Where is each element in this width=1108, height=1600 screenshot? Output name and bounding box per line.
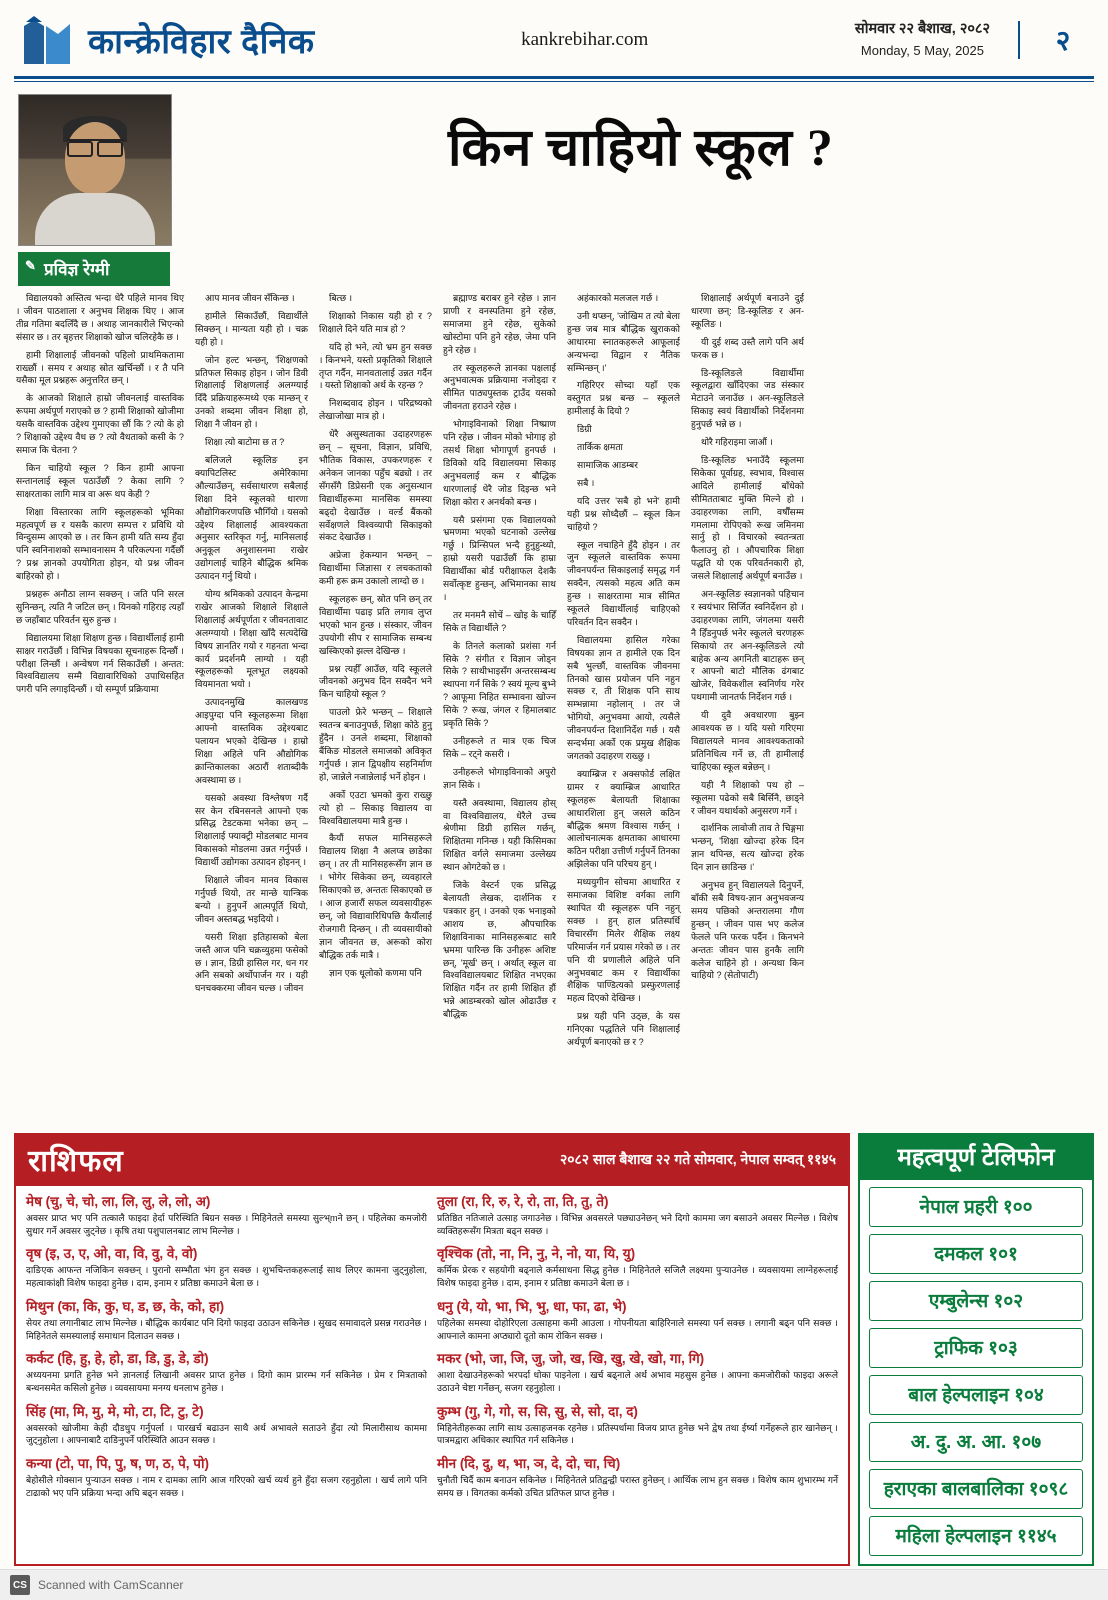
paragraph: धेरै असुस्थताका उदाहरणहरू छन् – सूचना, विज्ञान, प्रविधि, भौतिक विकास, उपकरणहरू र अनेकन जानका पहुँच बढ्यो । तर सँगसँगै डिप्रेसनी एक अनुसन्धान विद्यार्थीहरूमा मानसिक समस्या बढ्दो देखाउँछ । वर्ल्ड बैंकको सर्वेक्षणले विश्वव्यापी सिकाइको संकट देखाउँछ । [319, 429, 432, 543]
page-number: २ [1018, 21, 1090, 59]
horoscope-sign [437, 1454, 838, 1499]
paragraph: किन चाहियो स्कूल ? किन हामी आफ्ना सन्तानलाई स्कूल पठाउँछौं ? केका लागि ? साक्षरताका लागि मात्र वा अरू थप केही ? [16, 462, 184, 499]
masthead [0, 0, 1108, 74]
horoscope-sign-name: सिंह (मा, मि, मु, मे, मो, टा, टि, टु, टे) [26, 1403, 204, 1419]
article-column-2 [195, 292, 308, 1000]
paragraph: यदि हो भने, त्यो भ्रम हुन सक्छ । किनभने, यस्तो प्रकृतिको शिक्षाले तृप्त गर्दैन, मानवतालाई उन्नत गर्दैन । यस्तो शिक्षाको अर्थ के रहन्छ ? [319, 341, 432, 391]
scanner-text: Scanned with CamScanner [38, 1578, 184, 1592]
paragraph: विद्यालयमा शिक्षा शिक्षण हुन्छ । विद्यार्थीलाई हामी साक्षर गराउँछौं । विभिन्न विषयका सूचनाहरू दिन्छौं । परीक्षा लिन्छौं । अन्वेषण गर्न सिकाउँछौं । अन्तत: विश्वविद्यालय सम्मै विद्यावारिधिको उपाधिसहित पगरी पनि लगाइदिन्छौं । यो सम्पूर्ण प्रक्रियामा [16, 632, 184, 695]
horoscope-sign-name: तुला (रा, रि, रु, रे, रो, ता, ति, तु, ते) [437, 1194, 609, 1209]
horoscope-sign-name: कर्कट (हि, हु, हे, हो, डा, डि, डु, डे, डो) [26, 1351, 209, 1367]
horoscope-sign-name: वृष (इ, उ, ए, ओ, वा, वि, वु, वे, वो) [26, 1246, 198, 1262]
article-column-3 [319, 292, 432, 984]
paragraph: यस्तै अवस्थामा, विद्यालय होस् वा विश्वविद्यालय, धेरैले उच्च श्रेणीमा डिग्री हासिल गर्छन्, शिक्षितमा गनिन्छ । यही किसिमका शिक्षित वर्गले समाजमा उल्लेख्य स्थान ओगटेको छ । [443, 797, 556, 873]
horoscope-sign-text: अवसरको खोजीमा केही दौडधुप गर्नुपर्ला । पारखर्च बढाउन साथै अर्थ अभावले सताउने हुँदा त्यो मिलारीसाथ काममा जुट्नुहोला । आफ्नाबाटै दाङिनुपर्ने परिस्थिति आउन सक्छ । [26, 1422, 427, 1446]
article-body [0, 286, 1108, 1054]
paragraph: बित्छ । [329, 293, 353, 303]
paragraph: भोगाइविनाको शिक्षा निष्प्राण पनि रहेछ । जीवन मोको भोगाइ हो तसर्थ शिक्षा भोगापूर्ण हुनपर्छ । डिविको यदि विद्यालयमा सिकाइ अनुभवलाई कम र बौद्धिक धारणालाई धेरै जोड दिइन्छ भने शिक्षा कोरा र अनर्थको बन्छ । [443, 419, 556, 507]
masthead-rule-thin [14, 81, 1094, 82]
horoscope-sign-text: सेयर तथा लगानीबाट लाभ मिल्नेछ । बौद्धिक कार्यबाट पनि दिगो फाइदा उठाउन सकिनेछ । सुखद समावादले प्रसन्न गराउनेछ । मिहिनेतले समस्यालाई समाधान दिलाउन सक्छ । [26, 1317, 427, 1341]
scanner-footer [0, 1569, 1108, 1600]
phone-item[interactable]: महिला हेल्पलाइन ११४५ [869, 1516, 1083, 1556]
pen-icon: ✎ [25, 258, 36, 273]
paragraph: विद्यालयमा हासिल गरेका विषयका ज्ञान त हामीले एक दिन सबै भुल्छौं, वास्तविक जीवनमा तिनको खास प्रयोजन पनि नहुन सक्छ र, ती शिक्षक पनि साथ सम्भन्नामा नहोलान् । तर जे भोगियो, अनुभवमा आयो, त्यसैले जीवनपर्यन्त दिशानिर्देश गर्छ । यसै सन्दर्भमा अर्को एक प्रमुख शैक्षिक जगतको उदाहरण राख्छु । [567, 634, 680, 761]
article-column-1 [16, 292, 184, 701]
paragraph: जिके वेस्टर्न एक प्रसिद्ध बेलायती लेखक, दार्शनिक र पत्रकार हुन् । उनको एक भनाइको आशय छ, औपचारिक शिक्षाविनाका मानिसहरूबाट सारै भ्रममा पारिन्छ कि उनीहरू अशिष्ट छन्, 'मूर्ख' छन् । अर्थात् स्कूल वा विश्वविद्यालयबाट शिक्षित नभएका शिक्षित गर्दैन तर हामी शिक्षित हौं भन्ने आडम्बरको खोल ओढाउँछ र बौद्धिक [443, 880, 556, 1020]
horoscope-sign [437, 1244, 838, 1289]
masthead-rule [14, 76, 1094, 79]
paragraph: सामाजिक आडम्बर [577, 459, 638, 470]
paragraph: हामी शिक्षालाई जीवनको पहिलो प्राथमिकतामा राख्छौं । समय र अथाह स्रोत खर्चिन्छौं । र तै पनि यसैका मूल प्रश्नहरू अनुत्तरित छन् । [16, 349, 184, 386]
paragraph: अर्को एउटा भ्रमको कुरा राख्छु त्यो हो – सिकाइ विद्यालय वा विश्वविद्यालयमा मात्रै हुन्छ । [319, 789, 432, 826]
camscanner-icon: CS [10, 1575, 30, 1595]
paragraph: आप मानव जीवन सँकिन्छ । [205, 293, 295, 303]
phone-item[interactable]: हराएका बालबालिका १०९८ [869, 1469, 1083, 1509]
paragraph: प्रश्नहरू अनौठा लाग्न सक्छन् । जति पनि सरल सुनिन्छन्, त्यति नै जटिल छन् । यिनको गहिराइ त्यहाँ छ जहाँबाट परिवर्तन सुरु हुन्छ । [16, 589, 184, 625]
headline-area [0, 90, 1108, 286]
horoscope-sign-text: कर्मिक प्रेरक र सहयोगी बढ्नाले कर्मसाधना सिद्ध हुनेछ । मिहिनेतले सजिलै लक्ष्यमा पुर्‍याउनेछ । व्यवसायमा लाग्नेहरूलाई विशेष फाइदा हुनेछ । दाम, इनाम र प्रतिष्ठा कमाउने बेला छ । [437, 1265, 838, 1289]
phone-item[interactable]: नेपाल प्रहरी १०० [869, 1187, 1083, 1227]
paragraph: अनुभव हुन् विद्यालयले दिनुपर्ने, बाँकी सबै विषय-ज्ञान अनुभवजन्य समय पछिको अन्तरालमा गौण हुन्छन् । जीवन पास भए कलेज फेलले पनि फरक पर्दैन । किनभने अन्ततः जीवन पास हुनकै लागि कलेज चाहिने हो । अन्यथा किन चाहियो ? (सेतोपाटी) [691, 880, 804, 981]
horoscope-sign-name: मकर (भो, जा, जि, जु, जो, ख, खि, खु, खे, खो, गा, गि) [437, 1351, 705, 1367]
phone-item[interactable]: बाल हेल्पलाइन १०४ [869, 1375, 1083, 1415]
paragraph: यदि उत्तर 'सबै हो भने' हामी यही प्रश्न सोध्दैछौं – स्कूल किन चाहियो ? [567, 495, 680, 532]
paragraph: थोरै गहिराइमा जाऔं । [701, 437, 773, 448]
phone-item[interactable]: अ. दु. अ. आ. १०७ [869, 1422, 1083, 1462]
phones-title: महत्वपूर्ण टेलिफोन [860, 1135, 1092, 1180]
paragraph: यी दुई शब्द उस्तै लागे पनि अर्थ फरक छ । [691, 336, 804, 360]
paragraph: अहंकारको मलजल गर्छ । [577, 293, 659, 303]
important-phones-panel [858, 1133, 1094, 1566]
paragraph: हामीले सिकाउँछौं, विद्यार्थीले सिक्छन् । मान्यता यही हो । चक्र यही हो । [195, 310, 308, 347]
paragraph: योग्य श्रमिकको उत्पादन केन्द्रमा राखेर आजको शिक्षाले शिक्षाले शिक्षालाई अर्थपूर्णता र जीवनतावाट अलग्ग्यायो । शिक्षा खाँदै सत्यदेखि विषय ज्ञानतिर गयो र गहनता भन्दा कार्य प्रदर्शनमै लाग्यो । यही स्कूलहरूको मूलभूत लक्ष्यको वियमानता भयो । [195, 589, 308, 690]
horoscope-date: २०८२ साल बैशाख २२ गते सोमवार, नेपाल सम्वत् ११४५ [559, 1151, 836, 1167]
phone-item[interactable]: दमकल १०१ [869, 1234, 1083, 1274]
article-column-5 [567, 292, 680, 1054]
author-name-badge [18, 252, 170, 286]
paragraph: पाउलो फ्रेरे भन्छन् – शिक्षाले स्वतन्त्र बनाउनुपर्छ, शिक्षा कोठे हुनु हुँदैन । उनले शब्दमा, शिक्षाको बैंकिङ मोडलले समाजको अविकृत गर्नुपर्छ । ज्ञान द्विपक्षीय सहनिर्माण हो, जान्नेले नजान्नेलाई भर्ने होइन । [319, 707, 432, 782]
portrait-face [65, 122, 125, 194]
horoscope-sign [437, 1349, 838, 1394]
horoscope-sign-name: धनु (ये, यो, भा, भि, भु, धा, फा, ढा, भे) [437, 1298, 627, 1314]
paragraph: शिक्षाले जीवन मानव विकास गर्नुपर्छ थियो, तर मान्छे यान्त्रिक बन्यो । हुनुपर्ने आत्मपूर्ति थियो, जीवन अस्तबद्ध भइदियो । [195, 875, 308, 924]
horoscope-sign-text: आशा देखाउनेहरूको भरपर्दा धोका पाइनेला । खर्च बढ्नाले अर्थ अभाव महसुस हुनेछ । आफ्ना कमजोरीको फाइदा अरूले उठाउने चेष्टा गर्नेछन्, सजग रहनुहोला । [437, 1370, 838, 1394]
horoscope-sign-name: मेष (चु, चे, चो, ला, लि, लु, ले, लो, अ) [26, 1194, 211, 1209]
paragraph: ब्रह्माण्ड बराबर हुने रहेछ । ज्ञान प्राणी र वनस्पतिमा हुने रहेछ, समाजमा हुने रहेछ, सुकेको खोस्टोमा पनि हुने रहेछ, जेमा पनि हुने रहेछ । [443, 293, 556, 355]
paragraph: प्रश्न त्यहीँ आउँछ, यदि स्कूलले जीवनको अनुभव दिन सक्दैन भने किन चाहियो स्कूल ? [319, 663, 432, 700]
article-headline: किन चाहियो स्कूल ? [448, 120, 834, 177]
bottom-panels [14, 1133, 1094, 1566]
phone-item[interactable]: एम्बुलेन्स १०२ [869, 1281, 1083, 1321]
horoscope-sign-name: कन्या (टो, पा, पि, पु, ष, ण, ठ, पे, पो) [26, 1456, 209, 1472]
phone-item[interactable]: ट्राफिक १०३ [869, 1328, 1083, 1368]
paragraph: तार्किक क्षमता [577, 442, 623, 453]
horoscope-sign-text: पहिलेका समस्या दोहोरिएला उत्साहमा कमी आउला । गोपनीयता बाहिरिनाले समस्या पर्न सक्छ । लगानी बढ्न पनि सक्छ । आफ्नाले कामना अप्ठ्यारो दूतो काम रोकिन सक्छ । [437, 1317, 838, 1341]
horoscope-column-left [26, 1192, 427, 1507]
horoscope-sign-text: अध्ययनमा प्रगति हुनेछ भने ज्ञानलाई लिखानी अवसर प्राप्त हुनेछ । दिगो काम प्रारम्भ गर्न सकिनेछ । प्रेम र मित्रताको बन्धनसमेत कसिलो हुनेछ । व्यवसायमा मनग्य धनलाभ हुनेछ । [26, 1370, 427, 1394]
horoscope-body [16, 1186, 848, 1515]
author-portrait [18, 94, 172, 246]
paragraph: स्कूलहरू छन्, स्रोत पनि छन् तर विद्यार्थीमा पढाइ प्रति लगाव लुप्त भएको भान हुन्छ । संस्कार, जीवन उपयोगी सीप र सामाजिक सम्बन्ध खस्किएको झल्ल देखिन्छ । [319, 594, 432, 656]
author-card [18, 94, 178, 286]
date-nepali: सोमवार २२ बैशाख, २०८२ [854, 21, 990, 38]
horoscope-title: राशिफल [28, 1145, 124, 1178]
date-block [855, 19, 1000, 60]
paragraph: डि-स्कूलिङले विद्यार्थीमा स्कूलद्वारा खाँदिएका जड संस्कार मेटाउने जनाउँछ । अन-स्कूलिङले सिकाइ स्वयं विद्यार्थीको निर्देशनमा हुनुपर्छ भन्ने छ । [691, 367, 804, 430]
paper-name: कान्क्रेविहार दैनिक [88, 23, 315, 61]
paragraph: के आजको शिक्षाले हाम्रो जीवनलाई वास्तविक रूपमा अर्थपूर्ण गराएको छ ? हामी शिक्षाको खोजीमा यसकै वास्तविक उद्देश्य गुमाएका छौं कि ? त्यो के हो ? शिक्षाको उद्देश्य वैध छ ? त्यो वैधताको कसी के ? समाज कि चेतना ? [16, 393, 184, 455]
horoscope-sign-text: दाङिएक आफन्त नजिकिन सक्छन् । पुरानो सम्भौता भंग हुन सक्छ । शुभचिन्तकहरूलाई साथ लिएर कामना जुट्नुहोला, महत्वाकांक्षी विशेष फाइदा हुनेछ । दाम, इनाम र प्रतिष्ठा कमाउने बेला छ । [26, 1265, 427, 1289]
horoscope-column-right [437, 1192, 838, 1507]
paragraph: उनीहरूले त मात्र एक चिज सिके – रट्ने कसरी । [443, 736, 556, 759]
paragraph: यी दुवै अवधारणा बुझ्न आवश्यक छ । यदि यसो गरिएमा विद्यालयले मानव आवश्यकताको प्रतिनिधित्व गर्ने छ, ती हामीलाई चाहिएका स्कूल बन्नेछन् । [691, 710, 804, 772]
horoscope-sign-text: मिहिनेतीहरूका लागि साथ उत्साहजनक रहनेछ । प्रतिस्पर्धामा विजय प्राप्त हुनेछ भने द्वेष तथा ईर्ष्या गर्नेहरूले हार खानेछन् । पात्रमद्वारा अधिकार स्थापित गर्न सकिनेछ । [437, 1422, 838, 1446]
horoscope-sign [26, 1192, 427, 1237]
paragraph: अप्रेजा हेकम्यान भन्छन् – विद्यार्थीमा जिज्ञासा र लचकताको कमी हरू क्रम उकालो लाग्दो छ । [319, 550, 432, 587]
paragraph: उत्पादनमुखि कालखण्ड आइपुग्दा पनि स्कूलहरूमा शिक्षा आफ्नो वास्तविक उद्देश्यबाट पलायन भएको देखिन्छ । हाम्रो शिक्षा अहिले पनि औद्योगिक क्रान्तिकालका अठारौं शताब्दीकै अवस्थामा छ । [195, 697, 308, 785]
paragraph: डिग्री [577, 424, 592, 435]
horoscope-sign [437, 1402, 838, 1447]
article-column-6 [691, 292, 804, 987]
horoscope-sign-text: बेहोसीले गोक्सान पुर्‍याउन सक्छ । नाम र दामका लागि आज गरिएको खर्च व्यर्थ हुने हुँदा सजग रहनुहोला । खर्च लागे पनि टाढाको भए पनि प्रक्रिया भन्दा अघि बढ्न सक्छ । [26, 1475, 427, 1498]
paragraph: यसको अवस्था विश्लेषण गर्दै सर केन रबिनसनले आफ्नो एक प्रसिद्ध टेडटकमा भनेका छन् – शिक्षालाई फ्याक्ट्री मोडलबाट मानव विकासको मोडलमा उन्नत गर्नुपर्छ । विद्यार्थी उद्योगका उत्पादन होइनन् । [195, 792, 308, 868]
author-name: प्रविज्ञ रेग्मी [44, 260, 110, 279]
paragraph: तर स्कूलहरूले ज्ञानका पक्षलाई अनुभवात्मक प्रक्रियामा नजोड्दा र सीमित पाठ्यपुस्तक ट्राउँद यसको जीवनता हराउने रहेछ । [443, 362, 556, 412]
horoscope-panel [14, 1133, 850, 1566]
paragraph: अन-स्कूलिङ स्वज्ञानको पहिचान र स्वयंभार सिर्जित स्वनिर्देशन हो । उदाहरणका लागि, जंगलमा यसरी नै हिँडनुपर्छ भनेर स्कूलले चरणहरू सिकायो तर अन-स्कूलिङले त्यो बाहेक अन्य अगनिती बाटाहरू छन् र आफ्नो बाटो मौलिक ढंगबाट खोजेर, विवेकशील स्वनिर्णय गरेर पथगामी जानतर्फ निर्देशन गर्छ । [691, 589, 804, 703]
article-column-4 [443, 292, 556, 1026]
paragraph: शिक्षा त्यो बाटोमा छ त ? [205, 437, 285, 448]
paragraph: यही नै शिक्षाको पथ हो – स्कूलमा पढेको सबै बिर्सिनै, छाड्ने र जीवन यथार्थको अनुसरण गर्ने । [691, 779, 804, 816]
paragraph: कैयौं सफल मानिसहरूले विद्यालय शिक्षा नै अलप्त्र छाडेका छन् । तर ती मानिसहरूसँग ज्ञान छ । भोगेर सिकेका छन्, व्यवहारले सिकाएको छ, अन्ततः सिकाएको छ । आज हजारौं सफल व्यवसायीहरू छन्, जो विद्यावारिधिपछि कैयौंलाई रोजगारी दिन्छन् । ती व्यवसायीको ज्ञान जीवनत छ, अरूको कोरा बौद्धिक तर्क मात्रै । [319, 833, 432, 960]
paragraph: बलिजले स्कूलिङ इन क्यापिटलिस्ट अमेरिकामा औल्याउँछन्, सर्वसाधारण सबैलाई शिक्षा दिने स्कूलको धारणा औद्योगिकरणपछि भौगिँयो । यसको उद्देश्य शिक्षालाई आवश्यकता अनुसार स्तरिकृत गर्नु, मानिसलाई अनुकूल अनुशासनमा राखेर उद्योगलाई चाहिने बौद्धिक श्रमिक उत्पादन गर्नु थियो । [195, 454, 308, 582]
horoscope-sign [26, 1349, 427, 1394]
paragraph: शिक्षा विस्तारका लागि स्कूलहरूको भूमिका महत्वपूर्ण छ र यसकै कारण सम्पत्त र प्रविधि यो विन्दुसम्म आएको छ । तर किन हामी यति सम्य हुँदा पनि स्वनिनाशको सम्भावनासम नै परिकल्पना गर्दैछौं ? प्रश्न ज्ञानको उपयोगिता होइन, यो प्रश्न जीवन बाहिरको हो । [16, 506, 184, 582]
paragraph: तर मनमनै सोचें – खोइ के चाहिँ सिके त विद्यार्थीले ? [443, 609, 556, 633]
horoscope-header [16, 1135, 848, 1186]
paragraph: उनीहरूले भोगाइविनाको अपुरो ज्ञान सिके । [443, 766, 556, 790]
horoscope-sign-text: प्रतिष्ठित नतिजाले उत्साह जगाउनेछ । विभिन्न अवसरले पछ्याउनेछन् भने दिगो काममा जग बसाउने अवसर मिल्नेछ । विशेष व्यक्तिहरूसँग मित्रता बढ्न सक्छ । [437, 1213, 838, 1236]
horoscope-sign-name: मीन (दि, दु, थ, भा, ञ, दे, दो, चा, चि) [437, 1456, 621, 1472]
horoscope-sign [26, 1244, 427, 1289]
paragraph: निशब्दवाद होइन । परिद्रष्यको लेखाजोखा मात्र हो । [319, 398, 432, 422]
paragraph: सबै । [577, 477, 595, 488]
paragraph: गहिरिएर सोच्दा यहाँ एक वस्तुगत प्रश्न बन्छ – स्कूलले हामीलाई के दियो ? [567, 380, 680, 417]
horoscope-sign [26, 1402, 427, 1447]
site-url[interactable]: kankrebihar.com [521, 29, 649, 50]
paragraph: स्कूल नचाहिने हुँदै होइन । तर जुन स्कूलले वास्तविक रूपमा जीवनपर्यन्त सिकाइलाई समृद्ध गर्न सक्दैन, त्यसको महत्व अति कम हुन्छ । साक्षरतामा मात्र सीमित स्कूलले विद्यार्थीलाई चाहिएको परिवर्तन दिन सक्दैन । [567, 539, 680, 627]
horoscope-sign-name: मिथुन (का, कि, कु, घ, ड, छ, के, को, हा) [26, 1298, 225, 1314]
horoscope-sign [437, 1297, 838, 1342]
k-monogram-icon [18, 12, 74, 68]
horoscope-sign [26, 1454, 427, 1499]
horoscope-sign-name: कुम्भ (गु, गे, गो, स, सि, सु, से, सो, दा, द) [437, 1403, 638, 1419]
paragraph: शिक्षाको निकास यही हो र ? शिक्षाले दिने यति मात्र हो ? [319, 310, 432, 334]
paragraph: प्रश्न यही पनि उठ्छ, के यस गनिएका पद्धतिले पनि शिक्षालाई अर्थपूर्ण बनाएको छ र ? [567, 1011, 680, 1048]
horoscope-sign-text: अवसर प्राप्त भए पनि तत्कालै फाइदा हेर्दा परिस्थिति बिग्रन सक्छ । मिहिनेतले समस्या सुल्भ्mने छन् । पहिलेका कमजोरी सुधार गर्ने अवसर जुट्नेछ । कृषि तथा पशुपालनबाट लाभ मिल्नेछ । [26, 1213, 427, 1236]
glasses-icon [67, 139, 123, 153]
paragraph: दार्शनिक लावोजी ताव ते चिङ्गमा भन्छन्, 'शिक्षा खोज्दा हरेक दिन ज्ञान थपिन्छ, सत्य खोज्दा हरेक दिन ज्ञान छाडिन्छ ।' [691, 823, 804, 873]
paragraph: उनी थप्छन्, 'जोखिम त त्यो बेला हुन्छ जब मात्र बौद्धिक खुराकको आधारमा स्नातकहरूले आफूलाई अन्यभन्दा विद्वान र नैतिक सम्भिन्छन् ।' [567, 310, 680, 373]
horoscope-sign [437, 1192, 838, 1237]
paragraph: डि-स्कूलिङ भनाउँदै स्कूलमा सिकेका पूर्वाग्रह, स्वभाव, विश्वास आदिले हामीलाई बाँधेको सीमितताबाट मुक्ति मिल्ने हो । उदाहरणका लागि, वर्षौंसम्म गमलामा रोपिएको रूख जमिनमा सार्नु हो । विचारको स्वतन्त्रता फैलाउनु हो । औपचारिक शिक्षा पद्धति यो एक परिवर्तनकारी हो, जसले शिक्षालाई अर्थपूर्ण बनाउँछ । [691, 454, 804, 582]
paragraph: क्याम्ब्रिज र अक्सफोर्ड लक्षित ग्रामर र क्याम्ब्रिज आधारित स्कूलहरू बेलायती शिक्षाका आधारशिला हुन् जसले कठिन बौद्धिक श्रमण विश्वास गर्छन् । आलोचनात्मक क्षमताका आधारमा कठिन परीक्षा उत्तीर्ण गर्नुपर्ने तिनका अझिलेका पनि परिचय हुन् । [567, 768, 680, 870]
horoscope-sign [26, 1297, 427, 1342]
date-english: Monday, 5 May, 2025 [860, 43, 984, 59]
paragraph: के तिनले कलाको प्रशंसा गर्न सिके ? संगीत र विज्ञान जोड्न सिके ? साथीभाइसँग अन्तरसम्बन्ध स्थापना गर्न सिके ? स्वयं मूल्य बुभ्ने ? आफूमा निहित सम्भावना खोज्न सिके ? रूख, जंगल र हिमालबाट प्रकृति सिके ? [443, 640, 556, 729]
paragraph: मध्ययुगीन सोचमा आधारित र समाजका विशिष्ट वर्गका लागि स्थापित यी स्कूलहरू पनि नहुन् सक्छ । हुन् हाल प्रतिस्पर्धि विचारसँग मिलेर शैक्षिक लक्ष्य परिमार्जन गर्न प्रयास गरेको छ । तर पनि यी प्रणालीले अहिले पनि अनुभवबाट कम र विद्यार्थीका शैक्षिक पाण्डित्यको प्रस्फुरणलाई महत्व दिएको देखिन्छ । [567, 877, 680, 1004]
paragraph: विद्यालयको अस्तित्व भन्दा धेरै पहिले मानव थिए । जीवन पाठशाला र अनुभव शिक्षक थिए । आज तीव्र गतिमा बदलिँदै छ । अथाह जानकारीले भिएन्को संसार छ । तर बृहत्तर शिक्षाको खोज चलिरहेकै छ । [16, 293, 184, 342]
horoscope-sign-text: चुनौती चिर्दै काम बनाउन सकिनेछ । मिहिनेतले प्रतिद्वन्द्वी परास्त हुनेछन् । आर्थिक लाभ हुन सक्छ । विशेष काम शुभारम्भ गर्ने समय छ । विगतका कर्मको उचित प्रतिफल प्राप्त हुनेछ । [437, 1475, 838, 1498]
paragraph: यसरी शिक्षा इतिहासको बेला जस्तै आज पनि चक्रव्युहमा फसेको छ । ज्ञान, डिग्री हासिल गर, धन गर अनि सबको अर्थोपार्जन गर । यही घनचक्करमा जीवन चल्छ । जीवन [195, 931, 308, 994]
phones-list [860, 1180, 1092, 1564]
paragraph: ज्ञान एक धूलोको कणमा पनि [329, 967, 422, 978]
paragraph: जोन हल्ट भन्छन्, 'शिक्षणको प्रतिफल सिकाइ होइन । जोन डिवी शिक्षालाई शिक्षणलाई अलग्ग्याई दिँदै प्रक्रियाहरूमध्ये एक मान्छन् र उनको शब्दमा जीवन शिक्षा हो, शिक्षा नै जीवन हो । [195, 354, 308, 430]
paragraph: शिक्षालाई अर्थपूर्ण बनाउने दुई धारणा छन्: डि-स्कूलिङ र अन-स्कूलिङ । [691, 293, 804, 329]
horoscope-sign-name: वृश्चिक (तो, ना, नि, नु, ने, नो, या, यि, यु) [437, 1246, 636, 1262]
portrait-body [35, 193, 155, 245]
paragraph: यसै प्रसंगमा एक विद्यालयको भ्रमणमा भएको घटनाको उल्लेख गर्छु । प्रिन्सिपल भन्दै हुनुहुन्थ्यो, हाम्रो यसरी पढाउँछौं कि हाम्रा विद्यार्थीका बोर्ड परीक्षाफल देशकै सर्वोत्कृष्ट हुन्छन्, अभिमानका साथ । [443, 514, 556, 602]
